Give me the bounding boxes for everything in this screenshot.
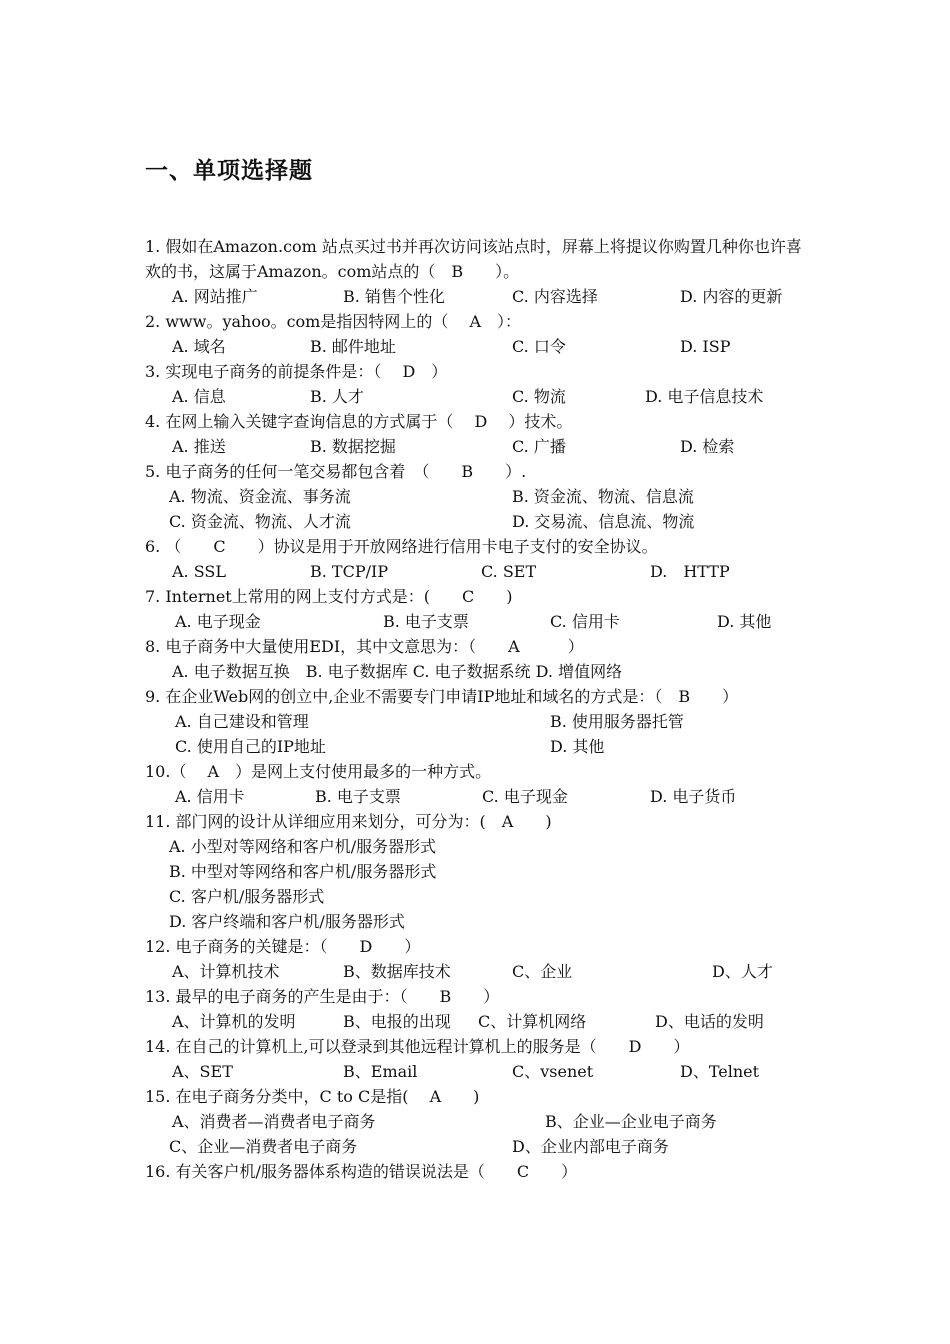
question-13-options xyxy=(145,1009,810,1034)
option: C. 内容选择 xyxy=(512,287,598,306)
option: C、企业 xyxy=(512,962,573,981)
question-15-options-row1 xyxy=(145,1109,810,1134)
option: A. 推送 xyxy=(172,437,226,456)
option: A、消费者—消费者电子商务 xyxy=(172,1112,376,1131)
option: D. 交易流、信息流、物流 xyxy=(512,512,695,531)
option: A. 网站推广 xyxy=(172,287,258,306)
question-15: 15. 在电子商务分类中，C to C是指( A ) xyxy=(145,1087,480,1106)
option: B. 数据挖掘 xyxy=(310,437,396,456)
option: A. 信用卡 xyxy=(175,787,245,806)
option: C. 资金流、物流、人才流 xyxy=(169,512,351,531)
option: D、电话的发明 xyxy=(655,1012,764,1031)
question-9-options-row2 xyxy=(145,734,810,759)
option: B. 电子支票 xyxy=(315,787,401,806)
option: C. 客户机/服务器形式 xyxy=(169,887,325,906)
option: B. TCP/IP xyxy=(310,562,389,581)
question-list xyxy=(145,234,810,1184)
option: D. 内容的更新 xyxy=(680,287,783,306)
option: A、SET xyxy=(172,1062,233,1081)
question-5-options-row2 xyxy=(145,509,810,534)
option: C、vsenet xyxy=(512,1062,594,1081)
question-11-option-b xyxy=(145,859,810,884)
option: A. 小型对等网络和客户机/服务器形式 xyxy=(169,837,437,856)
option: D. 客户终端和客户机/服务器形式 xyxy=(169,912,405,931)
question-9-options-row1 xyxy=(145,709,810,734)
question-7: 7. Internet上常用的网上支付方式是：( C ) xyxy=(145,587,513,606)
option: B. 销售个性化 xyxy=(343,287,445,306)
option: C、企业—消费者电子商务 xyxy=(169,1137,358,1156)
question-11: 11. 部门网的设计从详细应用来划分，可分为：( A ) xyxy=(145,812,552,831)
question-9: 9. 在企业Web网的创立中,企业不需要专门申请IP地址和域名的方式是：（ B ） xyxy=(145,687,739,706)
option: C. 物流 xyxy=(512,387,566,406)
option: B、Email xyxy=(343,1062,418,1081)
option: A、计算机的发明 xyxy=(172,1012,296,1031)
option: B. 中型对等网络和客户机/服务器形式 xyxy=(169,862,437,881)
option: D. 其他 xyxy=(550,737,605,756)
question-10-options xyxy=(145,784,810,809)
option: D、企业内部电子商务 xyxy=(512,1137,669,1156)
option: B、电报的出现 xyxy=(343,1012,451,1031)
question-3-options xyxy=(145,384,810,409)
option: B. 资金流、物流、信息流 xyxy=(512,487,694,506)
option: A. 域名 xyxy=(172,337,226,356)
question-6-options xyxy=(145,559,810,584)
question-2-options xyxy=(145,334,810,359)
option: B. 人才 xyxy=(310,387,364,406)
question-11-option-c xyxy=(145,884,810,909)
option: A. SSL xyxy=(172,562,226,581)
option: C. 使用自己的IP地址 xyxy=(175,737,326,756)
question-16: 16. 有关客户机/服务器体系构造的错误说法是（ C ） xyxy=(145,1162,578,1181)
question-12: 12. 电子商务的关键是：（ D ） xyxy=(145,937,421,956)
option: B. 电子支票 xyxy=(383,612,469,631)
option: D. HTTP xyxy=(650,562,730,581)
option: A. 自己建设和管理 xyxy=(175,712,309,731)
question-4: 4. 在网上输入关键字查询信息的方式属于（ D ）技术。 xyxy=(145,412,573,431)
question-5: 5. 电子商务的任何一笔交易都包含着 （ B ）. xyxy=(145,462,527,481)
option: D、人才 xyxy=(712,962,773,981)
question-3: 3. 实现电子商务的前提条件是：（ D ） xyxy=(145,362,448,381)
option: B. 使用服务器托管 xyxy=(550,712,684,731)
question-10: 10.（ A ）是网上支付使用最多的一种方式。 xyxy=(145,762,492,781)
question-1-options xyxy=(145,284,810,309)
section-heading: 一、单项选择题 xyxy=(145,158,313,184)
question-8-options xyxy=(145,659,810,684)
option: D. 电子货币 xyxy=(650,787,737,806)
question-4-options xyxy=(145,434,810,459)
option: D. 其他 xyxy=(717,612,772,631)
question-5-options-row1 xyxy=(145,484,810,509)
question-11-option-a xyxy=(145,834,810,859)
option: C. 电子现金 xyxy=(482,787,568,806)
option: C、计算机网络 xyxy=(478,1012,587,1031)
option: B、数据库技术 xyxy=(343,962,451,981)
question-1: 1. 假如在Amazon.com 站点买过书并再次访问该站点时，屏幕上将提议你购置几种你也许喜欢的书，这属于Amazon。com站点的（ B ）。 xyxy=(145,237,802,281)
question-8: 8. 电子商务中大量使用EDI，其中文意思为：（ A ） xyxy=(145,637,584,656)
option: C. SET xyxy=(481,562,537,581)
option: C. 广播 xyxy=(512,437,566,456)
question-2: 2. www。yahoo。com是指因特网上的（ A ）： xyxy=(145,312,521,331)
option: C. 口令 xyxy=(512,337,566,356)
question-12-options xyxy=(145,959,810,984)
option: B. 邮件地址 xyxy=(310,337,396,356)
option: A. 电子数据互换 B. 电子数据库 C. 电子数据系统 D. 增值网络 xyxy=(172,662,623,681)
option: C. 信用卡 xyxy=(550,612,620,631)
question-14-options xyxy=(145,1059,810,1084)
option: A. 信息 xyxy=(172,387,226,406)
option: D. 检索 xyxy=(680,437,735,456)
option: A、计算机技术 xyxy=(172,962,280,981)
option: D、Telnet xyxy=(680,1062,760,1081)
question-15-options-row2 xyxy=(145,1134,810,1159)
question-11-option-d xyxy=(145,909,810,934)
option: B、企业—企业电子商务 xyxy=(545,1112,717,1131)
question-13: 13. 最早的电子商务的产生是由于：（ B ） xyxy=(145,987,500,1006)
option: A. 物流、资金流、事务流 xyxy=(169,487,351,506)
option: A. 电子现金 xyxy=(175,612,261,631)
question-14: 14. 在自己的计算机上,可以登录到其他远程计算机上的服务是（ D ） xyxy=(145,1037,690,1056)
question-7-options xyxy=(145,609,810,634)
option: D. 电子信息技术 xyxy=(645,387,764,406)
question-6: 6. （ C ）协议是用于开放网络进行信用卡电子支付的安全协议。 xyxy=(145,537,658,556)
option: D. ISP xyxy=(680,337,731,356)
